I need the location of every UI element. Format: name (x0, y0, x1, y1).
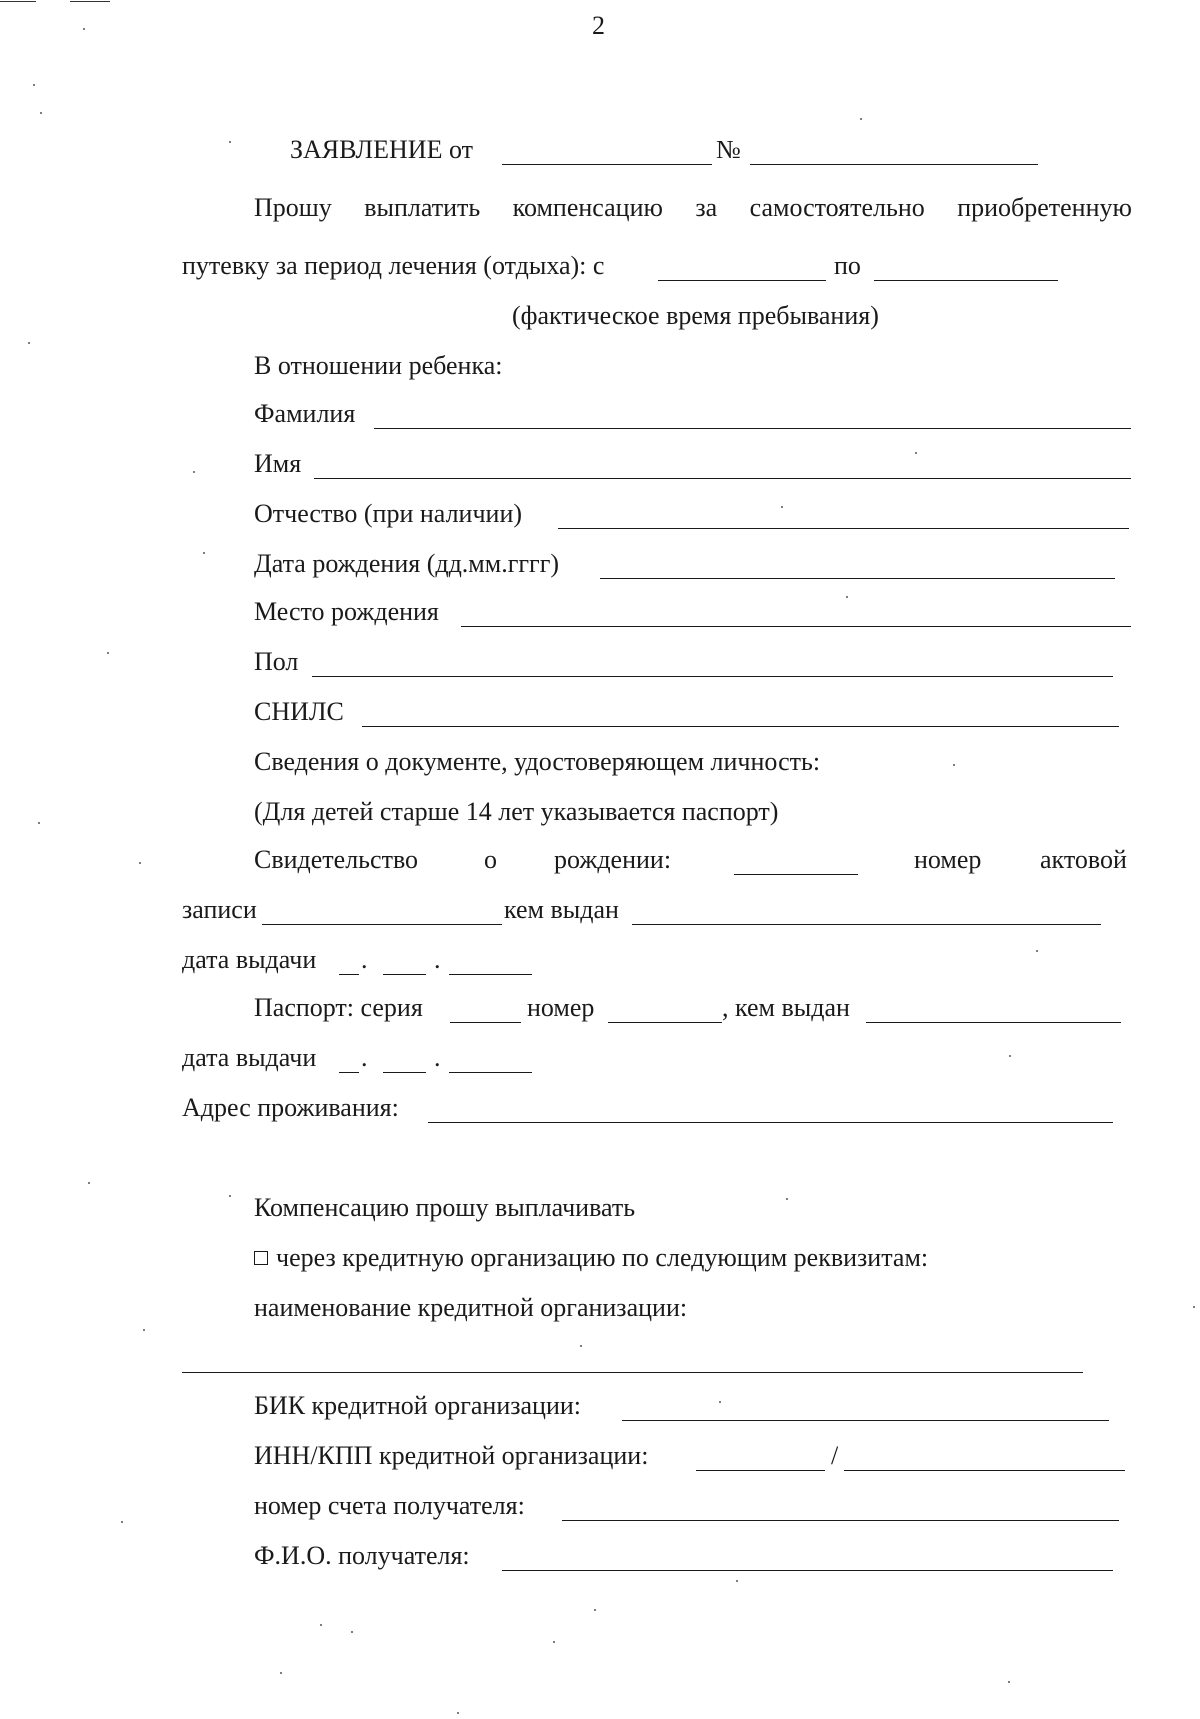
scan-speck (38, 822, 40, 824)
sex-field[interactable] (312, 676, 1113, 677)
passport-issue-year-field[interactable] (449, 1072, 532, 1073)
scan-speck (28, 342, 30, 344)
birth-place-label: Место рождения (254, 597, 439, 626)
passport-issue-month-field[interactable] (383, 1072, 426, 1073)
recipient-name-label: Ф.И.О. получателя: (254, 1541, 470, 1570)
scan-speck (1036, 950, 1038, 952)
scan-speck (736, 1580, 738, 1582)
scan-speck (351, 1631, 353, 1633)
application-title: ЗАЯВЛЕНИЕ от (290, 135, 473, 164)
request-word: компенсацию (512, 193, 663, 222)
scan-speck (953, 764, 955, 766)
certificate-issue-year-field[interactable] (449, 974, 532, 975)
certificate-word: номер (914, 845, 982, 874)
scan-speck (1193, 1306, 1195, 1308)
passport-number-field[interactable] (608, 1022, 722, 1023)
certificate-word: Свидетельство (254, 845, 419, 874)
scan-speck (1009, 1055, 1011, 1057)
surname-field[interactable] (374, 428, 1131, 429)
passport-issue-day-field[interactable] (339, 1072, 359, 1073)
birth-place-field[interactable] (461, 626, 1131, 627)
scan-speck (193, 471, 195, 473)
record-label: записи (182, 895, 257, 924)
scan-speck (121, 1521, 123, 1523)
bank-transfer-option-label: через кредитную организацию по следующим реквизитам: (276, 1243, 929, 1272)
scan-speck (83, 28, 85, 30)
identity-heading: Сведения о документе, удостоверяющем личность: (254, 747, 821, 776)
scan-speck (781, 506, 783, 508)
period-to-field[interactable] (874, 280, 1058, 281)
record-number-field[interactable] (262, 924, 502, 925)
scan-speck (320, 1624, 322, 1626)
request-word: за (695, 193, 718, 222)
certificate-word: рождении: (554, 845, 672, 874)
sex-label: Пол (254, 647, 299, 676)
snils-field[interactable] (362, 726, 1119, 727)
scan-speck (457, 1712, 459, 1714)
certificate-issued-by-label: кем выдан (504, 895, 619, 924)
bank-name-field[interactable] (182, 1372, 1083, 1373)
scan-speck (107, 652, 109, 654)
snils-label: СНИЛС (254, 697, 344, 726)
scan-artifact-mark (0, 1, 36, 2)
account-number-label: номер счета получателя: (254, 1491, 525, 1520)
number-sign: № (716, 135, 741, 164)
scan-speck (553, 1641, 555, 1643)
payment-heading: Компенсацию прошу выплачивать (254, 1193, 636, 1222)
scan-speck (143, 1329, 145, 1331)
scan-speck (1008, 1681, 1010, 1683)
inn-kpp-label: ИНН/КПП кредитной организации: (254, 1441, 649, 1470)
address-label: Адрес проживания: (182, 1093, 399, 1122)
scan-speck (88, 1182, 90, 1184)
bank-name-label: наименование кредитной организации: (254, 1293, 688, 1322)
scan-speck (594, 1609, 596, 1611)
bik-label: БИК кредитной организации: (254, 1391, 582, 1420)
birth-date-label: Дата рождения (дд.мм.гггг) (254, 549, 560, 578)
request-word: Прошу (254, 193, 332, 222)
scan-speck (915, 452, 917, 454)
patronymic-field[interactable] (558, 528, 1129, 529)
scan-speck (719, 1401, 721, 1403)
passport-issued-by-label: , кем выдан (722, 993, 850, 1022)
period-note: (фактическое время пребывания) (512, 301, 879, 330)
passport-series-label: Паспорт: серия (254, 993, 423, 1022)
kpp-field[interactable] (844, 1470, 1125, 1471)
page-number: 2 (592, 11, 605, 40)
period-label: путевку за период лечения (отдыха): с (182, 251, 605, 280)
certificate-word: о (484, 845, 497, 874)
scan-speck (786, 1198, 788, 1200)
child-heading: В отношении ребенка: (254, 351, 503, 380)
checkbox-icon[interactable] (254, 1251, 268, 1265)
request-line-1 (254, 193, 1132, 223)
certificate-issue-month-field[interactable] (383, 974, 426, 975)
passport-number-label: номер (527, 993, 595, 1022)
scan-speck (40, 112, 42, 114)
address-field[interactable] (428, 1122, 1113, 1123)
bank-transfer-option[interactable] (254, 1243, 928, 1273)
certificate-word: актовой (1040, 845, 1127, 874)
scan-speck (860, 118, 862, 120)
date-separator: . (434, 1043, 441, 1072)
name-field[interactable] (314, 478, 1131, 479)
certificate-issue-date-label: дата выдачи (182, 945, 317, 974)
scan-speck (229, 1195, 231, 1197)
patronymic-label: Отчество (при наличии) (254, 499, 523, 528)
passport-issued-by-field[interactable] (866, 1022, 1121, 1023)
recipient-name-field[interactable] (502, 1570, 1113, 1571)
scan-speck (846, 596, 848, 598)
scan-artifact-mark (70, 1, 110, 2)
scan-speck (229, 141, 231, 143)
scan-speck (580, 1345, 582, 1347)
inn-field[interactable] (696, 1470, 825, 1471)
request-word: выплатить (364, 193, 481, 222)
certificate-issue-day-field[interactable] (339, 974, 359, 975)
identity-note: (Для детей старше 14 лет указывается паспорт) (254, 797, 779, 826)
application-date-field[interactable] (502, 164, 712, 165)
certificate-number-field[interactable] (734, 874, 858, 875)
date-separator: . (361, 945, 368, 974)
inn-kpp-separator: / (831, 1441, 839, 1470)
scan-speck (280, 1672, 282, 1674)
account-number-field[interactable] (562, 1520, 1119, 1521)
period-from-field[interactable] (658, 280, 826, 281)
surname-label: Фамилия (254, 399, 356, 428)
request-word: приобретенную (957, 193, 1132, 222)
bik-field[interactable] (622, 1420, 1109, 1421)
date-separator: . (434, 945, 441, 974)
application-number-field[interactable] (750, 164, 1038, 165)
period-to-label: по (834, 251, 861, 280)
scan-speck (203, 552, 205, 554)
certificate-issued-by-field[interactable] (632, 924, 1101, 925)
scan-speck (139, 862, 141, 864)
passport-issue-date-label: дата выдачи (182, 1043, 317, 1072)
birth-date-field[interactable] (600, 578, 1115, 579)
passport-series-field[interactable] (450, 1022, 521, 1023)
request-word: самостоятельно (749, 193, 925, 222)
date-separator: . (361, 1043, 368, 1072)
scan-speck (33, 84, 35, 86)
name-label: Имя (254, 449, 302, 478)
